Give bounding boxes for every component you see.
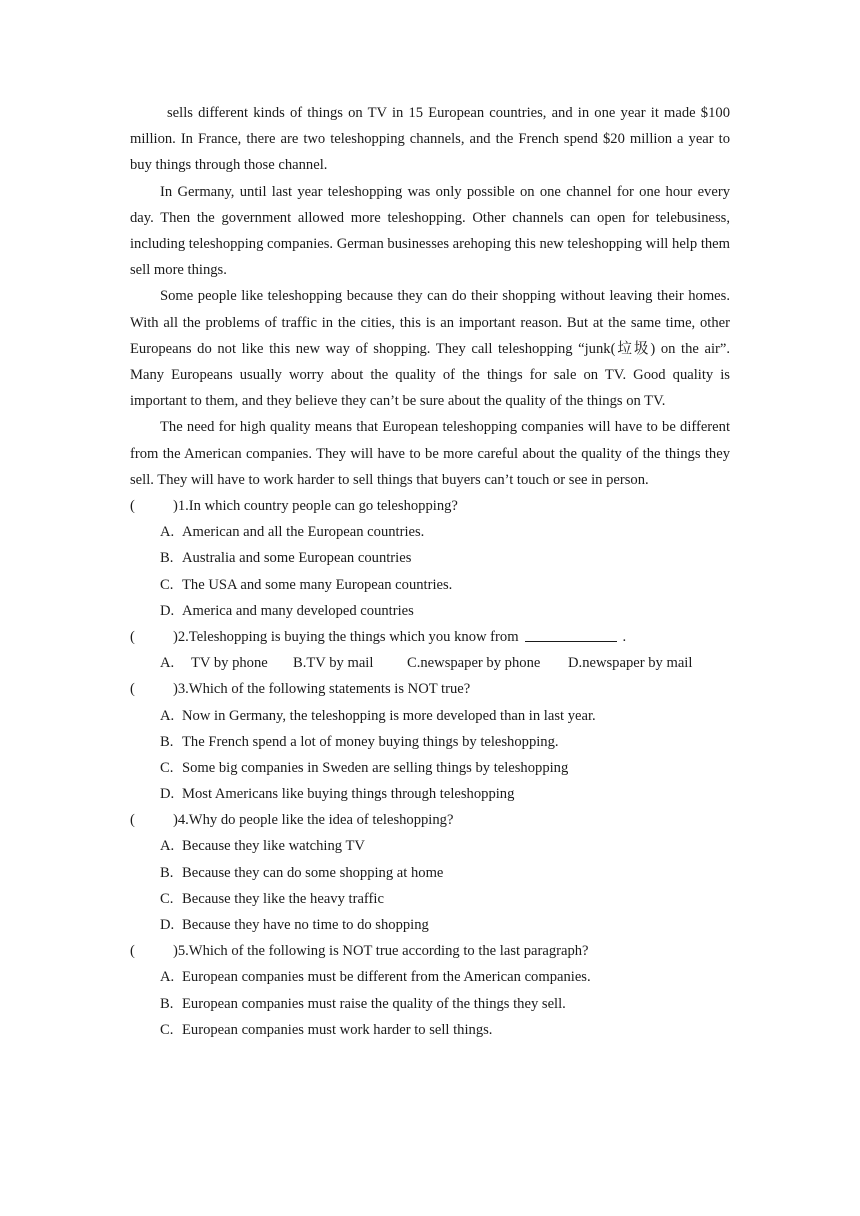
option-letter: D. — [160, 602, 175, 619]
option-letter: C. — [160, 576, 174, 593]
option-text: Because they have no time to do shopping — [182, 917, 429, 934]
passage-paragraph-1: sells different kinds of things on TV in 15 European countries, and in one year it made $100 million. In France, there are two teleshopping channels, and the French spend $20 million a year to buy things through those channel. — [130, 105, 730, 174]
option-letter: B. — [160, 864, 174, 881]
option-text: Australia and some European countries — [182, 550, 412, 567]
question-1 — [130, 493, 730, 519]
question-text: )1.In which country people can go teleshopping? — [173, 498, 458, 515]
option-text: The French spend a lot of money buying things by teleshopping. — [182, 733, 559, 750]
answer-paren: ( — [130, 943, 135, 960]
option-text: Because they like the heavy traffic — [182, 890, 384, 907]
question-text-after: . — [622, 628, 627, 645]
option-text: European companies must be different from the American companies. — [182, 969, 591, 986]
option-letter: C. — [160, 1021, 174, 1038]
option-5b — [130, 991, 730, 1017]
question-text: )5.Which of the following is NOT true according to the last paragraph? — [173, 943, 589, 960]
question-4 — [130, 807, 730, 833]
option-text: American and all the European countries. — [182, 524, 425, 541]
option-letter: B. — [160, 995, 174, 1012]
option-text: European companies must work harder to sell things. — [182, 1021, 493, 1038]
option-letter: B. — [160, 733, 174, 750]
answer-paren: ( — [130, 628, 135, 645]
option-letter: D. — [160, 917, 175, 934]
option-letter: A. — [160, 838, 175, 855]
option-2c: C.newspaper by phone — [407, 655, 541, 672]
option-text: Because they can do some shopping at home — [182, 864, 444, 881]
option-1a — [130, 519, 730, 545]
option-2a-text: TV by phone — [191, 655, 268, 672]
question-text-before: )2.Teleshopping is buying the things which you know from — [173, 628, 519, 645]
passage-paragraph-4: The need for high quality means that European teleshopping companies will have to be different from the American companies. They will have to be more careful about the quality of the things they sell. They will have to work harder to sell things that buyers can’t touch or see in person. — [130, 419, 730, 488]
option-text: The USA and some many European countries. — [182, 576, 453, 593]
option-2a-letter: A. — [160, 655, 175, 672]
option-3a — [130, 703, 730, 729]
option-letter: A. — [160, 707, 175, 724]
option-2b: B.TV by mail — [293, 655, 374, 672]
option-1d — [130, 598, 730, 624]
option-text: America and many developed countries — [182, 602, 414, 619]
option-letter: A. — [160, 524, 175, 541]
option-3b — [130, 729, 730, 755]
question-text: )3.Which of the following statements is NOT true? — [173, 681, 471, 698]
option-4b — [130, 860, 730, 886]
option-letter: C. — [160, 759, 174, 776]
answer-blank[interactable] — [525, 626, 617, 642]
passage-paragraph-2: In Germany, until last year teleshopping was only possible on one channel for one hour every day. Then the government allowed more teleshopping. Other channels can open for telebusiness, including teleshopping companies. German businesses arehoping this new teleshopping will help them sell more things. — [130, 183, 730, 279]
option-text: Most Americans like buying things through teleshopping — [182, 786, 515, 803]
option-1c — [130, 572, 730, 598]
option-5c — [130, 1017, 730, 1043]
inline-options-2 — [130, 650, 730, 676]
option-4d — [130, 912, 730, 938]
option-5a — [130, 964, 730, 990]
option-letter: D. — [160, 786, 175, 803]
question-2 — [130, 624, 730, 650]
option-2d: D.newspaper by mail — [568, 655, 693, 672]
question-text: )4.Why do people like the idea of teleshopping? — [173, 812, 454, 829]
option-1b — [130, 545, 730, 571]
option-letter: B. — [160, 550, 174, 567]
answer-paren: ( — [130, 812, 135, 829]
answer-paren: ( — [130, 498, 135, 515]
option-text: European companies must raise the quality of the things they sell. — [182, 995, 566, 1012]
option-3d — [130, 781, 730, 807]
question-5 — [130, 938, 730, 964]
question-3 — [130, 676, 730, 702]
option-text: Some big companies in Sweden are selling things by teleshopping — [182, 759, 569, 776]
option-4c — [130, 886, 730, 912]
option-4a — [130, 833, 730, 859]
option-3c — [130, 755, 730, 781]
option-letter: C. — [160, 890, 174, 907]
option-letter: A. — [160, 969, 175, 986]
option-text: Because they like watching TV — [182, 838, 365, 855]
question-text — [173, 624, 626, 650]
passage-paragraph-3: Some people like teleshopping because they can do their shopping without leaving their homes. With all the problems of traffic in the cities, this is an important reason. But at the same time, other Europeans do not like this new way of shopping. They call teleshopping “junk(垃圾) on the air”. Many Europeans usually worry about the quality of the things for sale on TV. Good quality is important to them, and they believe they can’t be sure about the quality of the things on TV. — [130, 288, 730, 410]
option-text: Now in Germany, the teleshopping is more developed than in last year. — [182, 707, 596, 724]
document-body — [130, 100, 730, 1043]
answer-paren: ( — [130, 681, 135, 698]
